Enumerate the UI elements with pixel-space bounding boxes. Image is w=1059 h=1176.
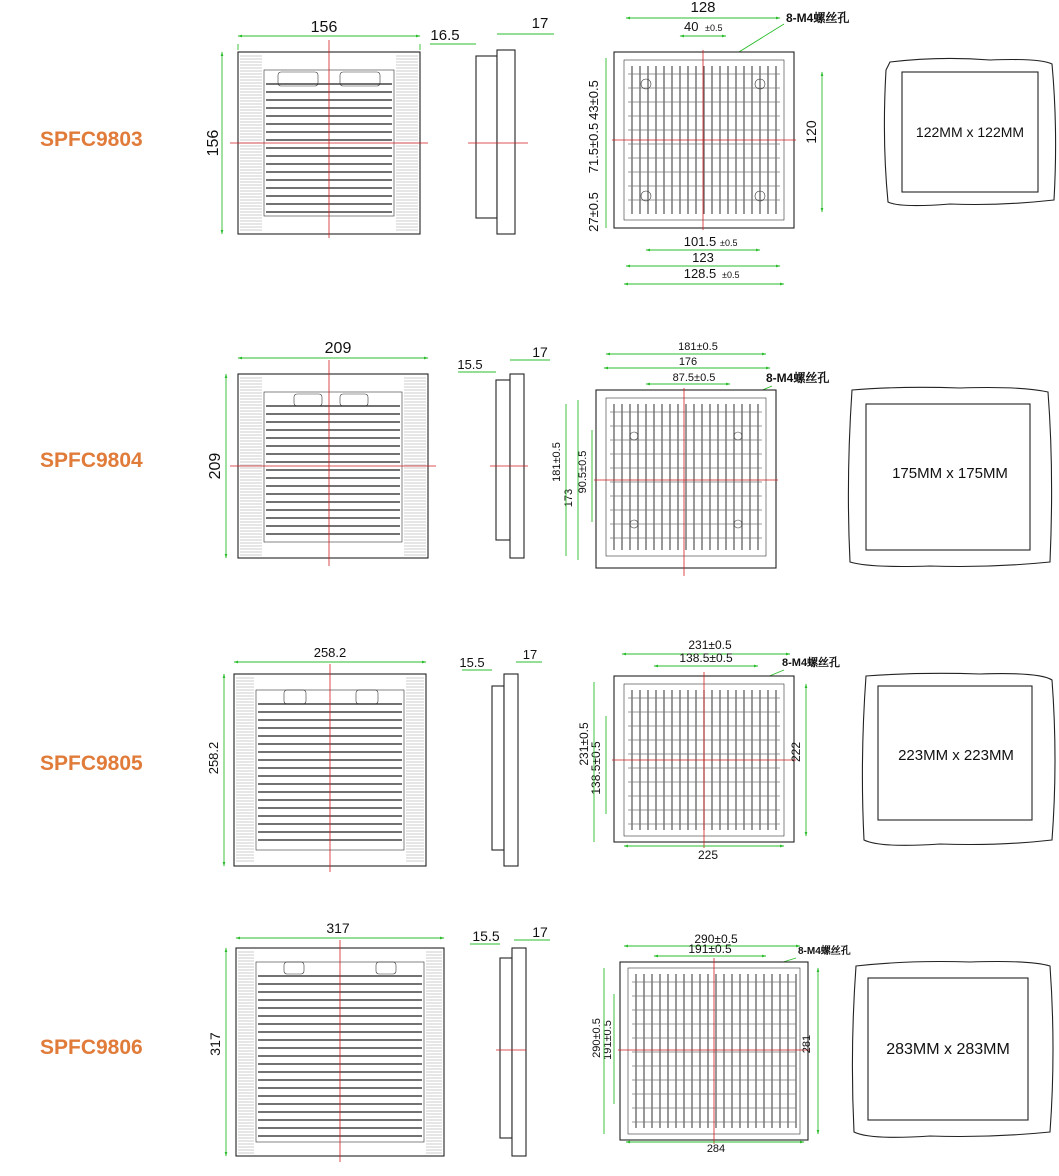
dim-back-bottom-1: 101.5 <box>683 234 717 249</box>
dim-width: 317 <box>326 920 350 936</box>
dim-back-top-2: 176 <box>678 356 698 368</box>
panel-cutout <box>862 673 1055 845</box>
dim-back-left-2: 191±0.5 <box>602 1020 614 1060</box>
dim-depth-a: 15.5 <box>459 655 485 670</box>
model-label: SPFC9804 <box>40 449 143 472</box>
panel-cutout <box>884 58 1055 205</box>
dim-width: 258.2 <box>313 645 347 660</box>
dim-back-top-1: 231±0.5 <box>688 638 732 652</box>
dim-back-top-2: 138.5±0.5 <box>679 651 733 665</box>
front-view <box>206 645 426 872</box>
cutout-size: 175MM x 175MM <box>892 465 1008 482</box>
dim-back-top-2: 191±0.5 <box>688 942 732 956</box>
model-label: SPFC9803 <box>40 128 143 151</box>
back-view <box>577 638 840 862</box>
row-spfc9803 <box>40 0 1056 284</box>
dim-back-left-3: 27±0.5 <box>586 192 601 232</box>
holes-note: 8-M4螺丝孔 <box>766 371 830 385</box>
dim-back-top: 128 <box>690 0 716 16</box>
model-label: SPFC9805 <box>40 752 143 775</box>
side-view <box>457 344 550 558</box>
dim-depth-a: 15.5 <box>457 357 483 372</box>
dim-back-bottom-3-tol: ±0.5 <box>722 270 740 280</box>
dim-back-top-1: 181±0.5 <box>678 341 718 353</box>
dim-hole-tol: ±0.5 <box>705 23 723 33</box>
dim-back-left-1: 231±0.5 <box>577 722 591 766</box>
dim-back-left-2: 138.5±0.5 <box>589 741 603 795</box>
cutout-size: 223MM x 223MM <box>898 747 1014 764</box>
holes-note: 8-M4螺丝孔 <box>798 946 851 957</box>
dim-back-right: 281 <box>801 1034 813 1054</box>
dim-width: 156 <box>310 19 338 36</box>
dim-back-bottom: 284 <box>706 1143 726 1155</box>
dim-back-right: 222 <box>789 741 803 763</box>
dim-depth-a: 16.5 <box>430 27 460 44</box>
back-view <box>591 932 851 1155</box>
panel-cutout <box>852 962 1053 1138</box>
dim-back-bottom-1-tol: ±0.5 <box>720 238 738 248</box>
dim-width: 209 <box>324 340 352 357</box>
row-spfc9805 <box>40 638 1055 872</box>
dim-height: 258.2 <box>206 741 221 775</box>
front-view <box>207 340 436 566</box>
side-view <box>430 15 554 234</box>
cutout-size: 122MM x 122MM <box>915 124 1025 140</box>
row-spfc9806 <box>40 920 1053 1162</box>
dim-back-left-3: 90.5±0.5 <box>577 450 589 494</box>
holes-note: 8-M4螺丝孔 <box>782 657 841 669</box>
dim-back-left-1: 181±0.5 <box>551 442 563 482</box>
dim-back-left-2: 173 <box>563 488 575 508</box>
dim-height: 317 <box>207 1032 223 1056</box>
back-view <box>551 341 829 576</box>
row-spfc9804 <box>40 340 1052 576</box>
side-view <box>470 924 550 1156</box>
cutout-size: 283MM x 283MM <box>886 1041 1010 1058</box>
dim-back-left-1: 43±0.5 <box>586 80 601 120</box>
panel-cutout <box>848 387 1051 566</box>
dim-back-bottom-2: 123 <box>692 250 714 265</box>
dim-back-bottom-3: 128.5 <box>683 266 717 281</box>
dim-back-bottom: 225 <box>697 848 719 862</box>
dim-back-right: 120 <box>803 120 819 144</box>
dim-back-top-1: 290±0.5 <box>694 932 738 946</box>
dim-depth-b: 17 <box>532 344 548 360</box>
front-view <box>207 920 444 1162</box>
back-view <box>586 0 849 284</box>
side-view <box>459 647 542 866</box>
dim-depth-b: 17 <box>532 924 548 940</box>
dim-back-left-2: 71.5±0.5 <box>586 122 601 174</box>
dim-back-top-3: 87.5±0.5 <box>672 372 716 384</box>
dim-hole-spacing: 40 <box>684 19 699 34</box>
front-view <box>205 19 428 238</box>
holes-note: 8-M4螺丝孔 <box>786 11 850 25</box>
dim-height: 156 <box>205 129 222 157</box>
dim-back-left-1: 290±0.5 <box>591 1018 603 1058</box>
dim-height: 209 <box>207 452 224 480</box>
model-label: SPFC9806 <box>40 1036 143 1059</box>
dim-depth-a: 15.5 <box>472 928 500 944</box>
dim-depth-b: 17 <box>531 15 549 32</box>
dim-depth-b: 17 <box>522 647 538 662</box>
